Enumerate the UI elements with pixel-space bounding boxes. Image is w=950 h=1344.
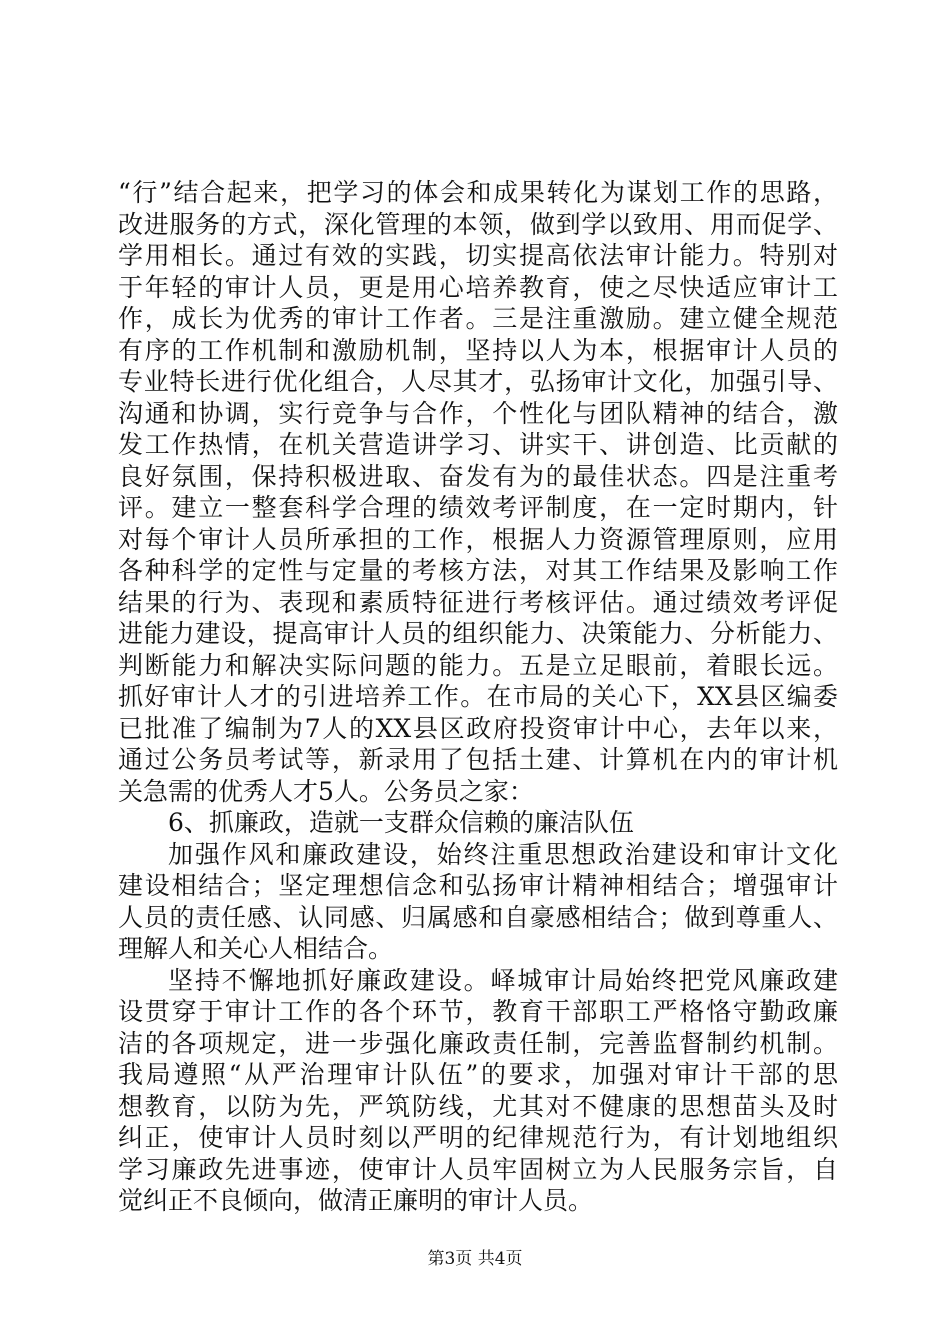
text-line: 学习廉政先进事迹，使审计人员牢固树立为人民服务宗旨，自 [118,1154,838,1184]
text-line: 作，成长为优秀的审计工作者。三是注重激励。建立健全规范 [118,304,838,333]
document-body [118,177,838,1217]
text-line: 于年轻的审计人员，更是用心培养教育，使之尽快适应审计工 [118,272,838,302]
text-line: 评。建立一整套科学合理的绩效考评制度，在一定时期内，针 [118,493,838,522]
text-line: 各种科学的定性与定量的考核方法，对其工作结果及影响工作 [118,556,838,585]
text-line: 判断能力和解决实际问题的能力。五是立足眼前，着眼长远。 [118,650,838,680]
text-line: 洁的各项规定，进一步强化廉政责任制，完善监督制约机制。 [118,1028,838,1058]
text-line: 已批准了编制为7人的XX县区政府投资审计中心，去年以来， [118,713,838,743]
text-line: 发工作热情，在机关营造讲学习、讲实干、讲创造、比贡献的 [118,430,838,459]
text-line: 纠正，使审计人员时刻以严明的纪律规范行为，有计划地组织 [118,1123,838,1152]
text-line: 良好氛围，保持积极进取、奋发有为的最佳状态。四是注重考 [118,461,838,491]
text-line: 抓好审计人才的引进培养工作。在市局的关心下，XX县区编委 [118,682,838,711]
text-line: 结果的行为、表现和素质特征进行考核评估。通过绩效考评促 [118,587,838,617]
text-line: 想教育，以防为先，严筑防线，尤其对不健康的思想苗头及时 [118,1091,838,1121]
text-line: 坚持不懈地抓好廉政建设。峄城审计局始终把党风廉政建 [168,965,838,995]
text-line: 觉纠正不良倾向，做清正廉明的审计人员。 [118,1186,594,1215]
page-number: 第3页 共4页 [427,1249,523,1269]
paragraph-1 [118,177,838,807]
text-line: “行”结合起来，把学习的体会和成果转化为谋划工作的思路， [118,178,838,207]
text-line: 设贯穿于审计工作的各个环节，教育干部职工严格恪守勤政廉 [118,997,838,1026]
text-line: 理解人和关心人相结合。 [118,934,394,963]
text-line: 对每个审计人员所承担的工作，根据人力资源管理原则，应用 [118,524,838,554]
page-footer [0,1244,950,1269]
text-line: 通过公务员考试等，新录用了包括土建、计算机在内的审计机 [118,745,838,774]
text-line: 加强作风和廉政建设，始终注重思想政治建设和审计文化 [168,839,838,869]
text-line: 学用相长。通过有效的实践，切实提高依法审计能力。特别对 [118,241,838,270]
text-line: 有序的工作机制和激励机制，坚持以人为本，根据审计人员的 [118,335,838,365]
text-line: 沟通和协调，实行竞争与合作，个性化与团队精神的结合，激 [118,398,838,428]
text-line: 人员的责任感、认同感、归属感和自豪感相结合；做到尊重人、 [118,902,838,932]
text-line: 建设相结合；坚定理想信念和弘扬审计精神相结合；增强审计 [118,871,838,900]
paragraph-2 [118,839,838,965]
text-line: 关急需的优秀人才5人。公务员之家： [118,776,534,806]
paragraph-3 [118,965,838,1217]
section-heading: 6、抓廉政，造就一支群众信赖的廉洁队伍 [168,808,634,837]
text-line: 专业特长进行优化组合，人尽其才，弘扬审计文化，加强引导、 [118,367,838,396]
text-line: 我局遵照“从严治理审计队伍”的要求，加强对审计干部的思 [118,1060,838,1089]
text-line: 进能力建设，提高审计人员的组织能力、决策能力、分析能力、 [118,619,838,648]
text-line: 改进服务的方式，深化管理的本领，做到学以致用、用而促学、 [118,209,838,239]
